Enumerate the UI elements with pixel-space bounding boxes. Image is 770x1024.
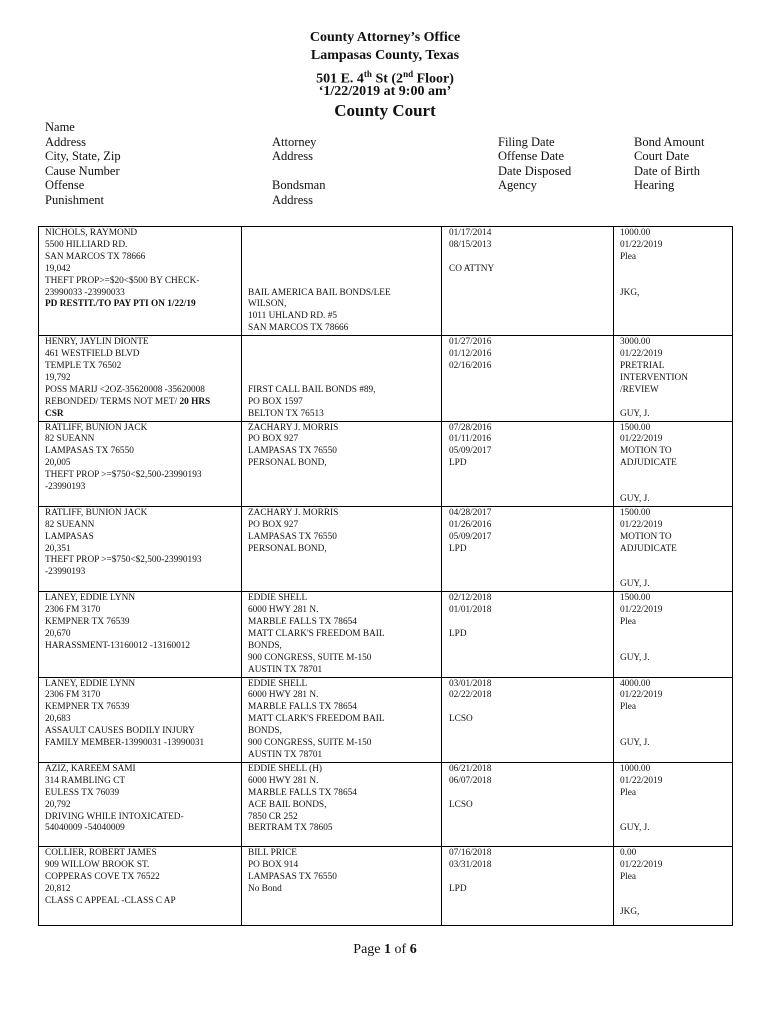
dates-cell: 01/27/2016 01/12/2016 02/16/2016 (442, 336, 614, 421)
table-row (39, 506, 733, 591)
office-address: 501 E. 4th St (2nd Floor) (316, 69, 454, 87)
dates-cell: 04/28/2017 01/26/2016 05/09/2017 LPD (442, 506, 614, 591)
table-row (39, 846, 733, 925)
page-number: Page 1 of 6 (353, 942, 417, 957)
county-title: Lampasas County, Texas (310, 48, 460, 63)
defendant-cell: LANEY, EDDIE LYNN 2306 FM 3170 KEMPNER TX 76539 20,683 ASSAULT CAUSES BODILY INJURY FAMILY MEMBER-13990031 -13990031 (39, 677, 242, 762)
defendant-cell: RATLIFF, BUNION JACK 82 SUEANN LAMPASAS TX 76550 20,005 THEFT PROP >=$750<$2,500-23990193 -23990193 (39, 421, 242, 506)
bond-cell: 1000.00 01/22/2019 Plea JKG, (614, 227, 733, 336)
court-title: County Court (334, 101, 436, 120)
defendant-cell: AZIZ, KAREEM SAMI 314 RAMBLING CT EULESS TX 76039 20,792 DRIVING WHILE INTOXICATED- 54040009 -54040009 (39, 762, 242, 846)
attorney-cell: BAIL AMERICA BAIL BONDS/LEE WILSON, 1011 UHLAND RD. #5 SAN MARCOS TX 78666 (242, 227, 442, 336)
defendant-cell: LANEY, EDDIE LYNN 2306 FM 3170 KEMPNER TX 76539 20,670 HARASSMENT-13160012 -13160012 (39, 592, 242, 677)
bond-cell: 1500.00 01/22/2019 MOTION TO ADJUDICATE GUY, J. (614, 506, 733, 591)
dates-cell: 02/12/2018 01/01/2018 LPD (442, 592, 614, 677)
column-header-dates: Filing Date Offense Date Date Disposed Agency (498, 134, 572, 193)
attorney-cell: EDDIE SHELL 6000 HWY 281 N. MARBLE FALLS TX 78654 MATT CLARK'S FREEDOM BAIL BONDS, 900 CONGRESS, SUITE M-150 AUSTIN TX 78701 (242, 592, 442, 677)
bond-cell: 4000.00 01/22/2019 Plea GUY, J. (614, 677, 733, 762)
defendant-cell: RATLIFF, BUNION JACK 82 SUEANN LAMPASAS 20,351 THEFT PROP >=$750<$2,500-23990193 -23990193 (39, 506, 242, 591)
table-row (39, 592, 733, 677)
column-header-defendant: Name Address City, State, Zip Cause Number Offense Punishment (45, 120, 121, 207)
bond-cell: 1000.00 01/22/2019 Plea GUY, J. (614, 762, 733, 846)
defendant-cell: NICHOLS, RAYMOND 5500 HILLIARD RD. SAN MARCOS TX 78666 19,042 THEFT PROP>=$20<$500 BY CHECK- 23990033 -23990033 PD RESTIT./TO PAY PTI ON 1/22/19 (39, 227, 242, 336)
table-row (39, 336, 733, 421)
docket-datetime: ‘1/22/2019 at 9:00 am’ (318, 84, 452, 99)
attorney-cell: FIRST CALL BAIL BONDS #89, PO BOX 1597 BELTON TX 76513 (242, 336, 442, 421)
docket-table (38, 226, 733, 926)
dates-cell: 07/16/2018 03/31/2018 LPD (442, 846, 614, 925)
dates-cell: 03/01/2018 02/22/2018 LCSO (442, 677, 614, 762)
bond-cell: 0.00 01/22/2019 Plea JKG, (614, 846, 733, 925)
table-row (39, 227, 733, 336)
defendant-cell: HENRY, JAYLIN DIONTE 461 WESTFIELD BLVD TEMPLE TX 76502 19,792 POSS MARIJ <2OZ-35620008 -35620008 REBONDED/ TERMS NOT MET/ 20 HRS CSR (39, 336, 242, 421)
attorney-cell: ZACHARY J. MORRIS PO BOX 927 LAMPASAS TX 76550 PERSONAL BOND, (242, 421, 442, 506)
table-row (39, 421, 733, 506)
column-header-bond: Bond Amount Court Date Date of Birth Hearing (634, 134, 705, 193)
column-header-attorney: Attorney Address Bondsman Address (272, 134, 326, 207)
bond-cell: 1500.00 01/22/2019 Plea GUY, J. (614, 592, 733, 677)
defendant-cell: COLLIER, ROBERT JAMES 909 WILLOW BROOK ST. COPPERAS COVE TX 76522 20,812 CLASS C APPEAL -CLASS C AP (39, 846, 242, 925)
table-row (39, 677, 733, 762)
dates-cell: 06/21/2018 06/07/2018 LCSO (442, 762, 614, 846)
bond-cell: 1500.00 01/22/2019 MOTION TO ADJUDICATE GUY, J. (614, 421, 733, 506)
dates-cell: 07/28/2016 01/11/2016 05/09/2017 LPD (442, 421, 614, 506)
table-row (39, 762, 733, 846)
office-title: County Attorney’s Office (309, 30, 461, 45)
dates-cell: 01/17/2014 08/15/2013 CO ATTNY (442, 227, 614, 336)
attorney-cell: EDDIE SHELL 6000 HWY 281 N. MARBLE FALLS TX 78654 MATT CLARK'S FREEDOM BAIL BONDS, 900 CONGRESS, SUITE M-150 AUSTIN TX 78701 (242, 677, 442, 762)
bond-cell: 3000.00 01/22/2019 PRETRIAL INTERVENTION /REVIEW GUY, J. (614, 336, 733, 421)
attorney-cell: EDDIE SHELL (H) 6000 HWY 281 N. MARBLE FALLS TX 78654 ACE BAIL BONDS, 7850 CR 252 BERTRAM TX 78605 (242, 762, 442, 846)
attorney-cell: ZACHARY J. MORRIS PO BOX 927 LAMPASAS TX 76550 PERSONAL BOND, (242, 506, 442, 591)
attorney-cell: BILL PRICE PO BOX 914 LAMPASAS TX 76550 No Bond (242, 846, 442, 925)
